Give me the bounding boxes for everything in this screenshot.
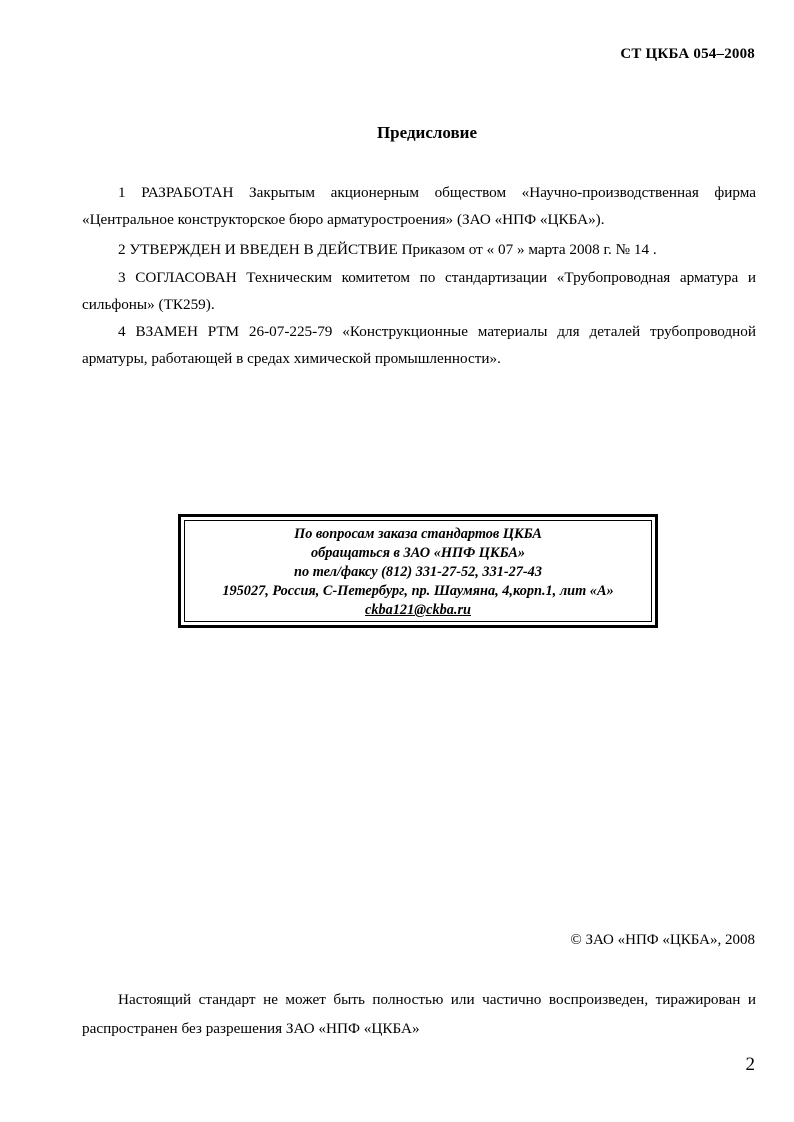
contact-phone: по тел/факсу (812) 331-27-52, 331-27-43 xyxy=(294,564,542,580)
paragraph-approved xyxy=(82,236,756,263)
contact-box xyxy=(178,514,658,628)
document-code: СТ ЦКБА 054–2008 xyxy=(620,46,755,62)
paragraph-text: 1 РАЗРАБОТАН Закрытым акционерным обществом «Научно-производственная фирма «Центральное конструкторское бюро арматуростроения» (ЗАО «НПФ «ЦКБА»). xyxy=(82,184,756,228)
contact-email-link[interactable]: ckba121@ckba.ru xyxy=(364,602,471,618)
page-title: Предисловие xyxy=(376,123,478,142)
notice-text: Настоящий стандарт не может быть полностью или частично воспроизведен, тиражирован и распространен без разрешения ЗАО «НПФ «ЦКБА» xyxy=(82,991,756,1037)
reproduction-notice xyxy=(82,985,756,1043)
paragraph-replaces xyxy=(82,318,756,372)
contact-box-inner xyxy=(184,520,652,622)
paragraph-text: 3 СОГЛАСОВАН Техническим комитетом по стандартизации «Трубопроводная арматура и сильфоны» (ТК259). xyxy=(82,269,756,313)
copyright: © ЗАО «НПФ «ЦКБА», 2008 xyxy=(570,932,755,948)
contact-line: По вопросам заказа стандартов ЦКБА xyxy=(294,526,542,542)
paragraph-text: 2 УТВЕРЖДЕН И ВВЕДЕН В ДЕЙСТВИЕ Приказом от « 07 » марта 2008 г. № 14 . xyxy=(118,241,657,258)
paragraph-agreed xyxy=(82,264,756,318)
contact-line: обращаться в ЗАО «НПФ ЦКБА» xyxy=(310,545,526,561)
paragraph-text: 4 ВЗАМЕН РТМ 26-07-225-79 «Конструкционные материалы для деталей трубопроводной арматуры, работающей в средах химической промышленности». xyxy=(82,323,756,367)
page-number: 2 xyxy=(745,1054,755,1075)
paragraph-developed xyxy=(82,179,756,233)
contact-address: 195027, Россия, С-Петербург, пр. Шаумяна, 4,корп.1, лит «А» xyxy=(222,583,614,599)
